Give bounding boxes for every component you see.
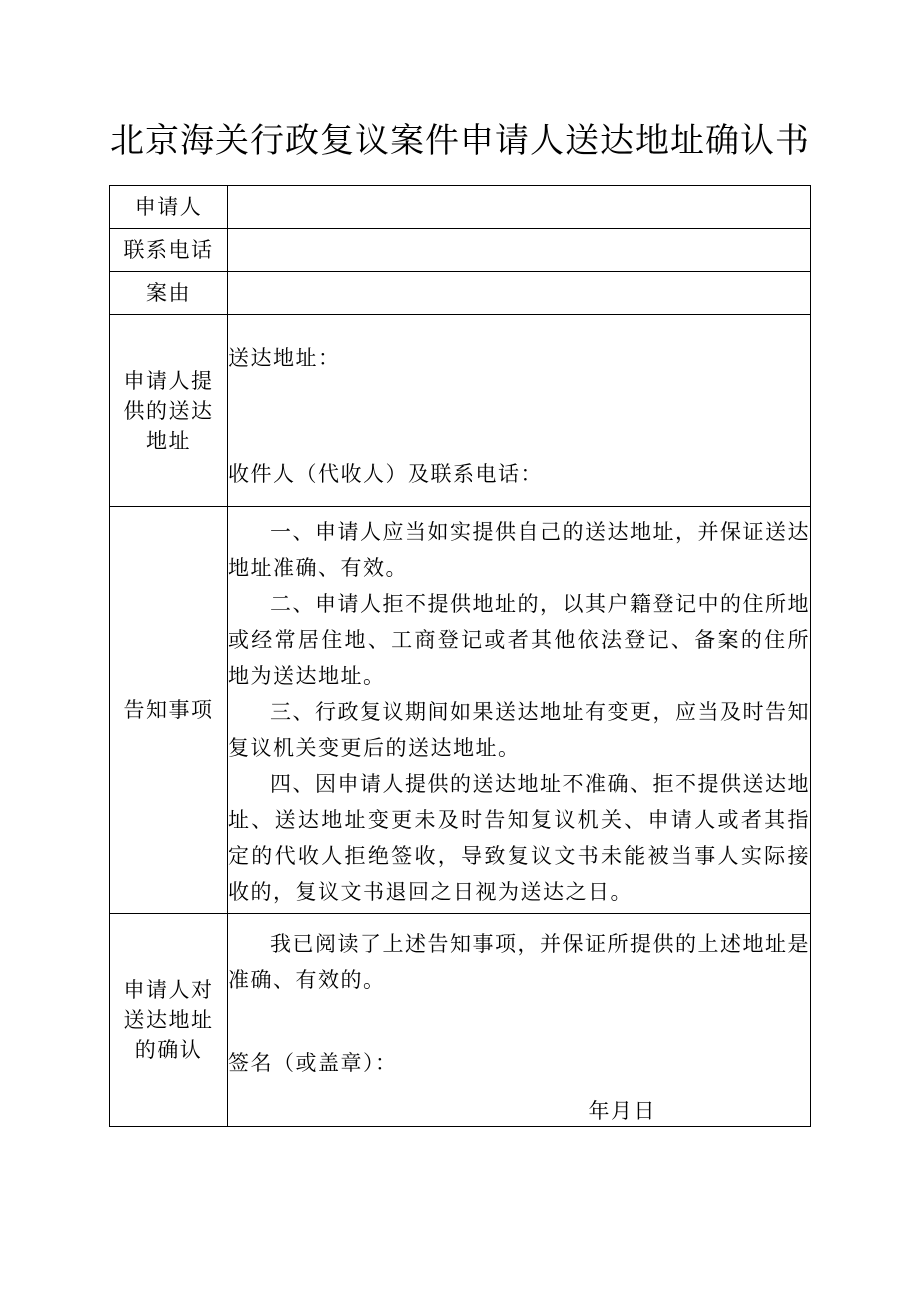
confirmation-label-cell	[110, 914, 228, 1127]
table-row-notice	[110, 507, 811, 914]
phone-label-cell	[110, 229, 228, 272]
recipient-phone-label: 收件人（代收人）及联系电话：	[228, 461, 543, 486]
address-field[interactable]	[228, 315, 811, 507]
case-field[interactable]	[228, 272, 811, 315]
table-row-case	[110, 272, 811, 315]
address-section-label: 申请人提供的送达地址	[123, 368, 214, 453]
page-title: 北京海关行政复议案件申请人送达地址确认书	[110, 121, 810, 161]
phone-label: 联系电话	[123, 238, 214, 262]
case-label-cell	[110, 272, 228, 315]
notice-item-4: 四、因申请人提供的送达地址不准确、拒不提供送达地址、送达地址变更未及时告知复议机关、申请人或者其指定的代收人拒绝签收，导致复议文书未能被当事人实际接收的，复议文书退回之日视为送达之日。	[228, 772, 810, 904]
applicant-label-cell	[110, 186, 228, 229]
applicant-label: 申请人	[134, 195, 203, 219]
notice-content	[228, 507, 811, 914]
table-row-confirmation	[110, 914, 811, 1127]
notice-section-label: 告知事项	[123, 698, 214, 722]
notice-item-1: 一、申请人应当如实提供自己的送达地址，并保证送达地址准确、有效。	[228, 520, 810, 580]
address-label-cell	[110, 315, 228, 507]
signature-label: 签名（或盖章）：	[228, 1051, 398, 1075]
delivery-address-label: 送达地址：	[228, 345, 341, 370]
confirmation-content[interactable]	[228, 914, 811, 1127]
confirmation-section-label: 申请人对送达地址的确认	[123, 978, 214, 1062]
applicant-field[interactable]	[228, 186, 811, 229]
table-row-address	[110, 315, 811, 507]
table-row-phone	[110, 229, 811, 272]
notice-text	[228, 514, 810, 910]
table-row-applicant	[110, 186, 811, 229]
notice-item-2: 二、申请人拒不提供地址的，以其户籍登记中的住所地或经常居住地、工商登记或者其他依法登记、备案的住所地为送达地址。	[228, 592, 810, 688]
phone-field[interactable]	[228, 229, 811, 272]
case-label: 案由	[146, 281, 191, 305]
notice-item-3: 三、行政复议期间如果送达地址有变更，应当及时告知复议机关变更后的送达地址。	[228, 700, 810, 760]
confirmation-statement: 我已阅读了上述告知事项，并保证所提供的上述地址是准确、有效的。	[228, 932, 810, 992]
date-label: 年月日	[588, 1099, 656, 1123]
notice-label-cell	[110, 507, 228, 914]
confirmation-form-table	[109, 185, 811, 1127]
